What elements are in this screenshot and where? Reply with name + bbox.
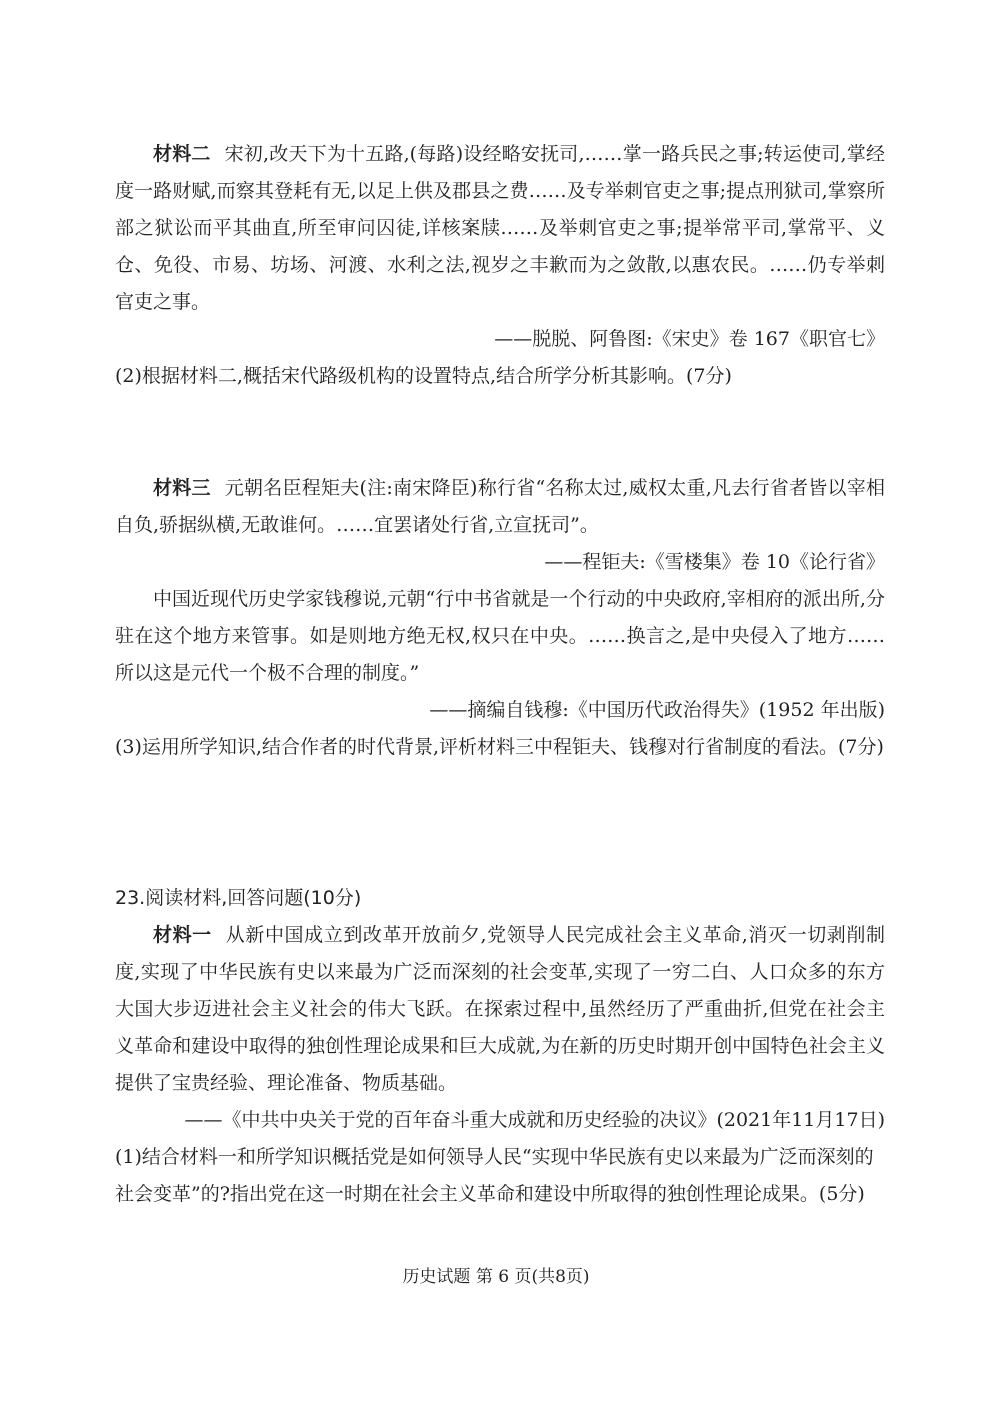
q23-material-one-source: ——《中共中央关于党的百年奋斗重大成就和历史经验的决议》(2021年11月17日) bbox=[184, 1109, 885, 1131]
q23-question-one: (1)结合材料一和所学知识概括党是如何领导人民“实现中华民族有史以来最为广泛而深刻的社会变革”的?指出党在这一时期在社会主义革命和建设中所取得的独创性理论成果。(5分) bbox=[115, 1146, 874, 1205]
question-23-section bbox=[115, 880, 885, 1213]
page-footer: 历史试题 第 6 页(共8页) bbox=[402, 1267, 590, 1287]
material-two-section bbox=[115, 136, 885, 395]
material-two-paragraph bbox=[115, 136, 885, 321]
q23-material-one-text: 从新中国成立到改革开放前夕,党领导人民完成社会主义革命,消灭一切剥削制度,实现了中华民族有史以来最为广泛而深刻的社会变革,实现了一穷二白、人口众多的东方大国大步迈进社会主义社会的伟大飞跃。在探索过程中,虽然经历了严重曲折,但党在社会主义革命和建设中取得的独创性理论成果和巨大成就,为在新的历史时期开创中国特色社会主义提供了宝贵经验、理论准备、物质基础。 bbox=[115, 924, 885, 1094]
question-23-heading: 23.阅读材料,回答问题(10分) bbox=[115, 887, 362, 909]
q23-material-one-label: 材料一 bbox=[153, 924, 212, 946]
material-three-label: 材料三 bbox=[153, 477, 211, 499]
material-three-paragraph-one bbox=[115, 470, 885, 544]
question-two: (2)根据材料二,概括宋代路级机构的设置特点,结合所学分析其影响。(7分) bbox=[115, 365, 732, 387]
material-two-label: 材料二 bbox=[153, 143, 211, 165]
question-three: (3)运用所学知识,结合作者的时代背景,评析材料三中程钜夫、钱穆对行省制度的看法。(7分) bbox=[115, 736, 884, 758]
material-two-text: 宋初,改天下为十五路,(每路)设经略安抚司,……掌一路兵民之事;转运使司,掌经度一路财赋,而察其登耗有无,以足上供及郡县之费……及专举刺官吏之事;提点刑狱司,掌察所部之狱讼而平其曲直,所至审问囚徒,详核案牍……及举刺官吏之事;提举常平司,掌常平、义仓、免役、市易、坊场、河渡、水利之法,视岁之丰歉而为之敛散,以惠农民。……仍专举刺官吏之事。 bbox=[115, 143, 885, 313]
q23-material-one-paragraph bbox=[115, 917, 885, 1102]
material-three-text-one: 元朝名臣程矩夫(注:南宋降臣)称行省“名称太过,威权太重,凡去行省者皆以宰相自负,骄据纵横,无敢谁何。……宜罢诸处行省,立宣抚司”。 bbox=[115, 477, 885, 536]
material-three-source-one: ——程钜夫:《雪楼集》卷 10《论行省》 bbox=[544, 551, 885, 573]
material-three-source-two: ——摘编自钱穆:《中国历代政治得失》(1952 年出版) bbox=[429, 699, 885, 721]
material-three-paragraph-two: 中国近现代历史学家钱穆说,元朝“行中书省就是一个行动的中央政府,宰相府的派出所,分驻在这个地方来管事。如是则地方绝无权,权只在中央。……换言之,是中央侵入了地方……所以这是元代一个极不合理的制度。” bbox=[115, 588, 885, 684]
material-three-section bbox=[115, 470, 885, 766]
material-two-source: ——脱脱、阿鲁图:《宋史》卷 167《职官七》 bbox=[494, 328, 885, 350]
